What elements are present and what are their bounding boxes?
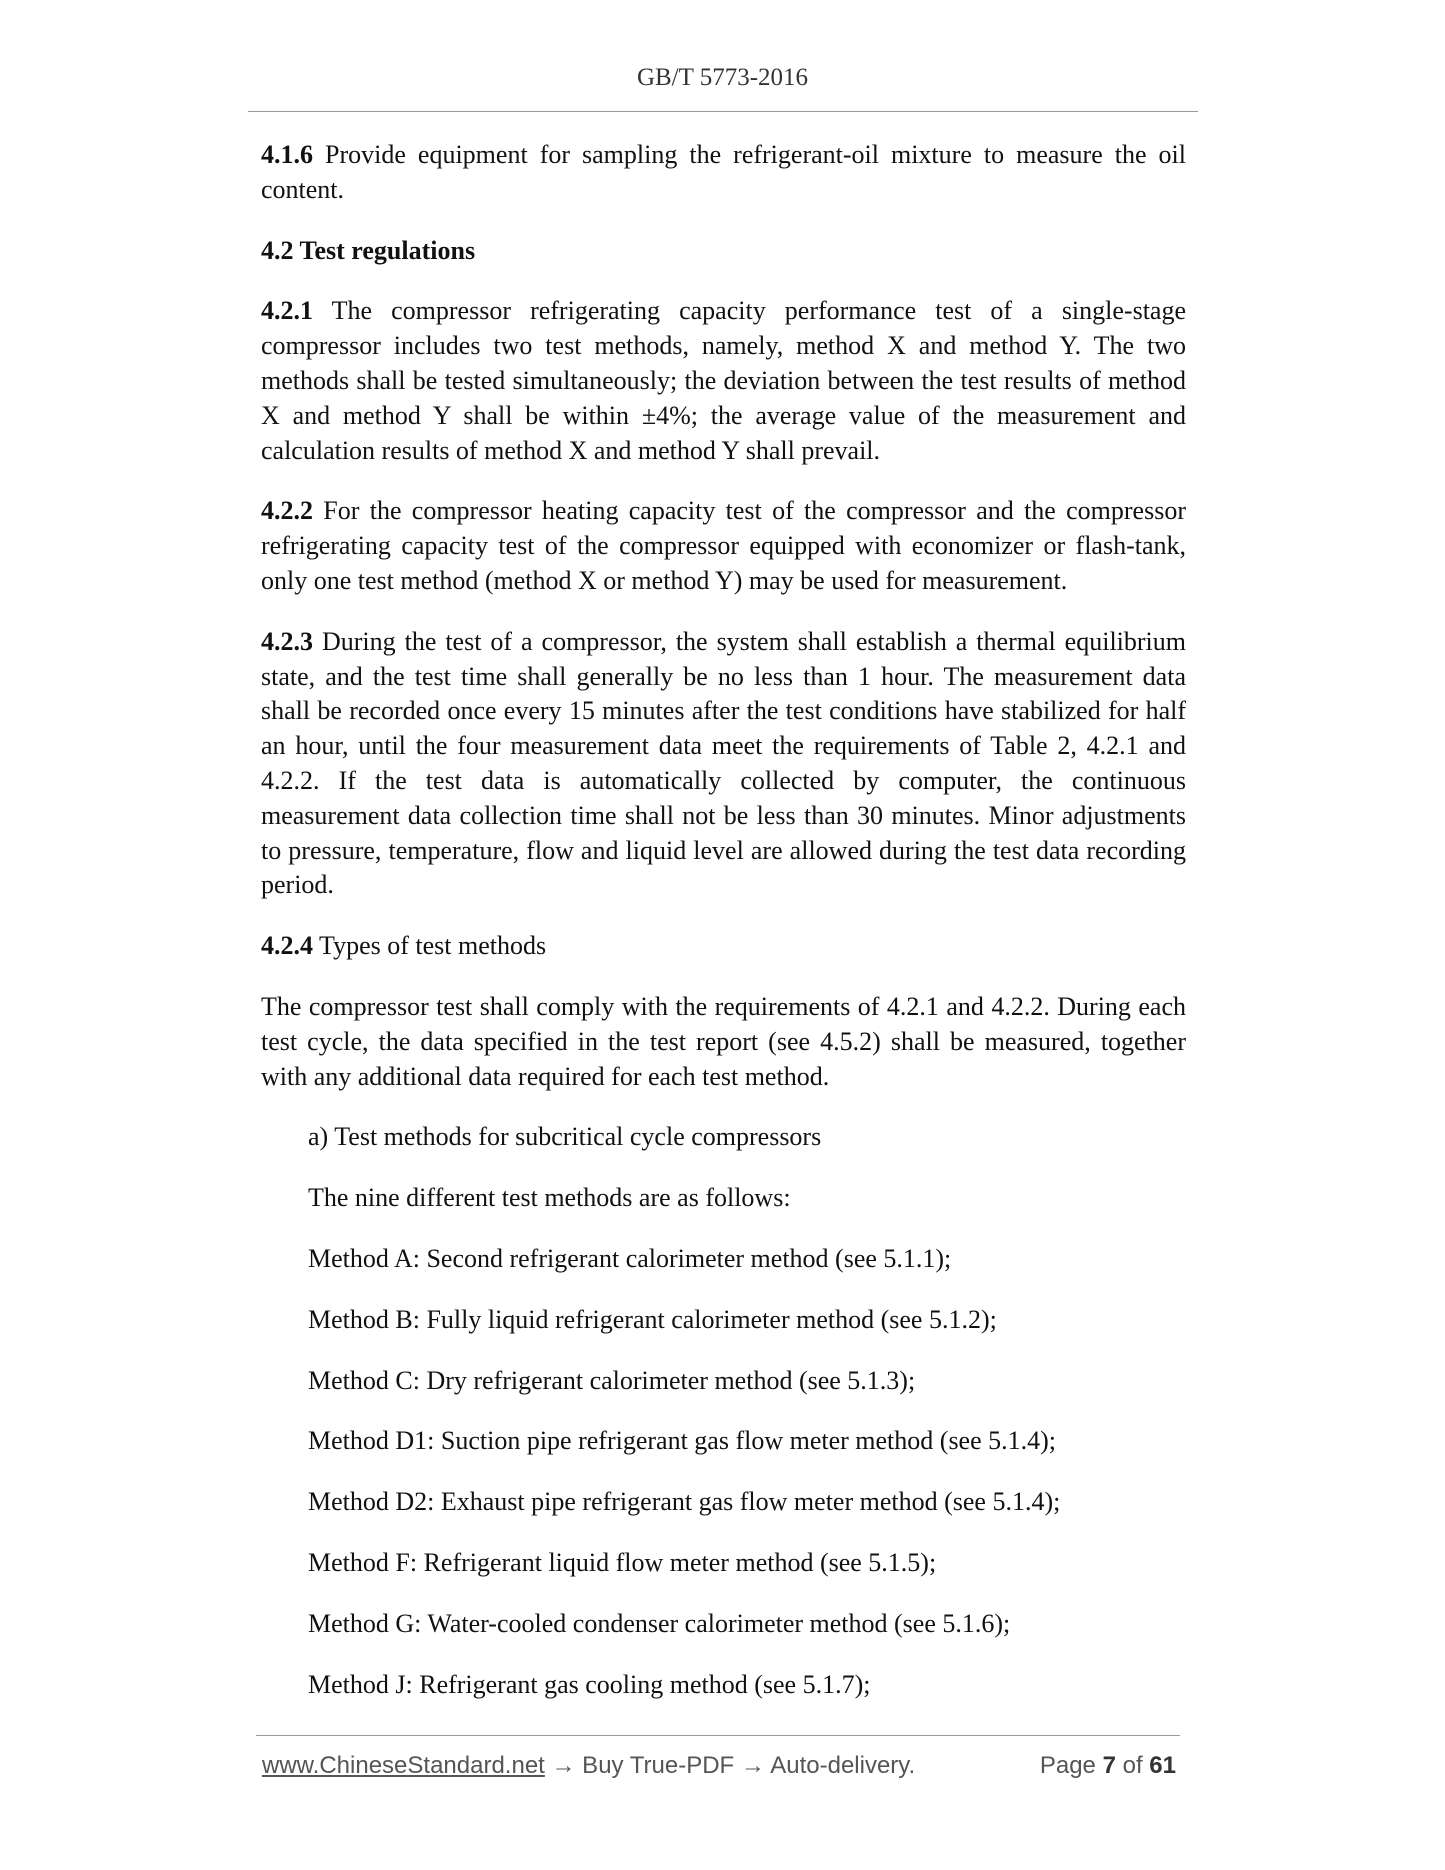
paragraph-4-2-4 <box>261 929 1186 964</box>
page-total: 61 <box>1149 1752 1176 1779</box>
paragraph-4-1-6 <box>261 138 1186 208</box>
intro-paragraph: The compressor test shall comply with the requirements of 4.2.1 and 4.2.2. During each test cycle, the data specified in the test report (see 4.5.2) shall be measured, together with any additional data required for each test method. <box>261 991 1186 1091</box>
paragraph-4-2-1 <box>261 294 1186 468</box>
page-footer <box>262 1752 1180 1780</box>
section-number: 4.2.3 <box>261 626 313 656</box>
header-divider <box>248 111 1198 112</box>
paragraph-text: For the compressor heating capacity test of the compressor and the compressor refrigerating capacity test of the compressor equipped with economizer or flash-tank, only one test method (method X or method Y) may be used for measurement. <box>261 496 1186 595</box>
footer-tagline: → Buy True-PDF → Auto-delivery. <box>544 1752 916 1779</box>
method-item: Method D2: Exhaust pipe refrigerant gas flow meter method (see 5.1.4); <box>308 1487 1061 1517</box>
section-heading-4-2: 4.2 Test regulations <box>261 235 476 265</box>
method-item: Method A: Second refrigerant calorimeter method (see 5.1.1); <box>308 1243 952 1273</box>
document-body <box>261 138 1186 1728</box>
paragraph-text: The compressor refrigerating capacity performance test of a single-stage compressor includes two test methods, namely, method X and method Y. The two methods shall be tested simultaneously; the deviation between the test results of method X and method Y shall be within ±4%; the average value of the measurement and calculation results of method X and method Y shall prevail. <box>261 296 1186 465</box>
subcritical-title: a) Test methods for subcritical cycle compressors <box>308 1122 822 1152</box>
method-item: Method D1: Suction pipe refrigerant gas flow meter method (see 5.1.4); <box>308 1426 1057 1456</box>
paragraph-4-2-3 <box>261 625 1186 903</box>
paragraph-text: Types of test methods <box>313 931 547 961</box>
section-number: 4.2.2 <box>261 496 313 526</box>
section-number: 4.2.4 <box>261 931 313 961</box>
method-item: Method C: Dry refrigerant calorimeter method (see 5.1.3); <box>308 1365 916 1395</box>
method-item: Method G: Water-cooled condenser calorimeter method (see 5.1.6); <box>308 1608 1011 1638</box>
page-current: 7 <box>1102 1752 1116 1779</box>
footer-divider <box>256 1735 1180 1736</box>
method-item: Method F: Refrigerant liquid flow meter method (see 5.1.5); <box>308 1547 937 1577</box>
paragraph-4-2-2 <box>261 494 1186 598</box>
paragraph-text: Provide equipment for sampling the refrigerant-oil mixture to measure the oil content. <box>261 140 1186 204</box>
page-label: Page <box>1039 1752 1096 1779</box>
page-indicator <box>1040 1752 1176 1780</box>
section-number: 4.1.6 <box>261 140 313 169</box>
paragraph-text: During the test of a compressor, the system shall establish a thermal equilibrium state, and the test time shall generally be no less than 1 hour. The measurement data shall be recorded once every 15 minutes after the test conditions have stabilized for half an hour, until the four measurement data meet the requirements of Table 2, 4.2.1 and 4.2.2. If the test data is automatically collected by computer, the continuous measurement data collection time shall not be less than 30 minutes. Minor adjustments to pressure, temperature, flow and liquid level are allowed during the test data recording period. <box>261 626 1186 900</box>
method-item: Method J: Refrigerant gas cooling method (see 5.1.7); <box>308 1669 871 1699</box>
section-number: 4.2.1 <box>261 296 313 326</box>
page-header: GB/T 5773-2016 <box>636 64 809 91</box>
page-of: of <box>1122 1752 1143 1779</box>
methods-lead: The nine different test methods are as follows: <box>308 1183 791 1213</box>
method-item: Method B: Fully liquid refrigerant calorimeter method (see 5.1.2); <box>308 1304 997 1334</box>
website-link[interactable]: www.ChineseStandard.net <box>262 1752 545 1779</box>
